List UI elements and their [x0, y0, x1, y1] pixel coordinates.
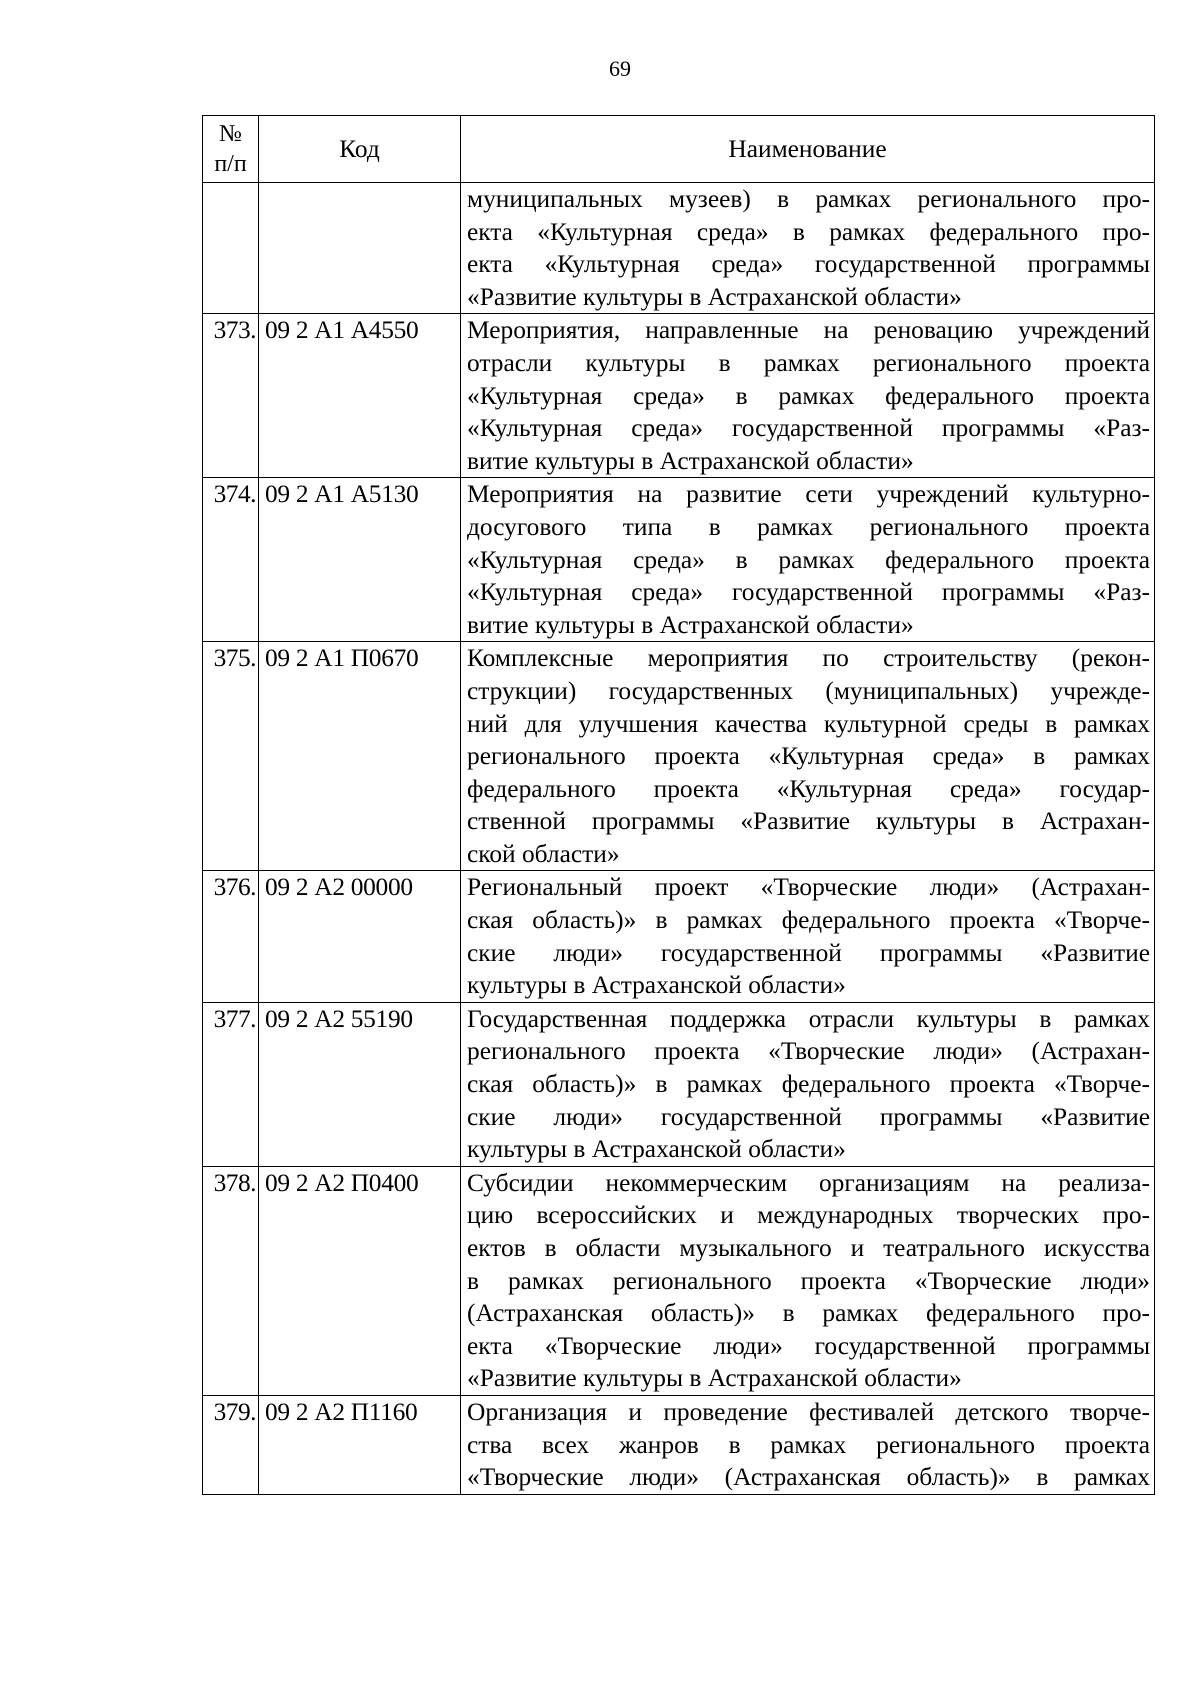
row-number: 377.	[203, 1002, 259, 1166]
row-code: 09 2 А1 А5130	[259, 478, 461, 642]
header-row-number	[203, 116, 259, 183]
name-text-line: «Развитие культуры в Астраханской области»	[467, 282, 962, 311]
name-text-line: ний для улучшения качества культурной среды в рамках	[467, 709, 1150, 738]
name-text-line: «Творческие люди» (Астраханская область)» в рамках	[467, 1463, 1150, 1492]
row-number: 373.	[203, 314, 259, 478]
name-text-line: Комплексные мероприятия по строительству (рекон-	[467, 644, 1150, 673]
name-text-line: культуры в Астраханской области»	[467, 971, 846, 1000]
table-row	[203, 1395, 1155, 1494]
table-row	[203, 642, 1155, 871]
name-text-line: (Астраханская область)» в рамках федерального про-	[467, 1299, 1150, 1328]
row-number	[203, 183, 259, 314]
name-text-line: Организация и проведение фестивалей детского творче-	[467, 1397, 1150, 1426]
name-text-line: «Культурная среда» государственной программы «Раз-	[467, 414, 1150, 443]
name-text-line: струкции) государственных (муниципальных) учрежде-	[467, 676, 1150, 705]
name-text-line: витие культуры в Астраханской области»	[467, 446, 914, 475]
table-row	[203, 1002, 1155, 1166]
name-text-line: культуры в Астраханской области»	[467, 1135, 846, 1164]
name-text-line: цию всероссийских и международных творческих про-	[467, 1201, 1150, 1230]
name-text-line: в рамках регионального проекта «Творческие люди»	[467, 1266, 1150, 1295]
row-code: 09 2 А1 А4550	[259, 314, 461, 478]
row-name	[461, 478, 1155, 642]
row-name	[461, 1002, 1155, 1166]
name-text-line: ские люди» государственной программы «Развитие	[467, 1102, 1150, 1131]
row-number: 375.	[203, 642, 259, 871]
name-text-line: регионального проекта «Творческие люди» (Астрахан-	[467, 1037, 1150, 1066]
row-code: 09 2 А2 55190	[259, 1002, 461, 1166]
table-row	[203, 478, 1155, 642]
name-text-line: ектов в области музыкального и театрального искусства	[467, 1234, 1150, 1262]
row-code: 09 2 А2 00000	[259, 871, 461, 1002]
header-name: Наименование	[461, 116, 1155, 183]
row-number: 378.	[203, 1166, 259, 1395]
header-code: Код	[259, 116, 461, 183]
table-header-row	[203, 116, 1155, 183]
name-text-line: екта «Творческие люди» государственной программы	[467, 1331, 1150, 1360]
row-code	[259, 183, 461, 314]
row-number: 376.	[203, 871, 259, 1002]
row-code: 09 2 А2 П0400	[259, 1166, 461, 1395]
name-text-line: ская область)» в рамках федерального проекта «Творче-	[467, 906, 1150, 935]
header-number-abbrev: п/п	[214, 151, 247, 177]
name-text-line: Региональный проект «Творческие люди» (Астрахан-	[467, 873, 1150, 902]
row-name	[461, 314, 1155, 478]
table-row	[203, 183, 1155, 314]
name-text-line: регионального проекта «Культурная среда» в рамках	[467, 742, 1150, 771]
name-text-line: отрасли культуры в рамках регионального проекта	[467, 348, 1150, 377]
name-text-line: досугового типа в рамках регионального проекта	[467, 512, 1150, 541]
table-body	[203, 183, 1155, 1495]
table-row	[203, 871, 1155, 1002]
name-text-line: екта «Культурная среда» государственной программы	[467, 250, 1150, 279]
page-number: 69	[609, 56, 631, 81]
row-name	[461, 1395, 1155, 1494]
row-code: 09 2 А2 П1160	[259, 1395, 461, 1494]
name-text-line: «Развитие культуры в Астраханской области»	[467, 1364, 962, 1393]
row-number: 374.	[203, 478, 259, 642]
name-text-line: «Культурная среда» в рамках федерального проекта	[467, 545, 1150, 574]
name-text-line: ские люди» государственной программы «Развитие	[467, 938, 1150, 967]
name-text-line: Мероприятия на развитие сети учреждений культурно-	[467, 480, 1150, 509]
name-text-line: «Культурная среда» государственной программы «Раз-	[467, 578, 1150, 607]
budget-classification-table	[202, 115, 1155, 1495]
row-name	[461, 871, 1155, 1002]
name-text-line: федерального проекта «Культурная среда» государ-	[467, 774, 1150, 803]
row-name	[461, 642, 1155, 871]
header-number-sign: №	[219, 121, 242, 147]
row-number: 379.	[203, 1395, 259, 1494]
row-code: 09 2 А1 П0670	[259, 642, 461, 871]
name-text-line: муниципальных музеев) в рамках регионального про-	[467, 185, 1150, 213]
row-name	[461, 1166, 1155, 1395]
row-name	[461, 183, 1155, 314]
name-text-line: Государственная поддержка отрасли культуры в рамках	[467, 1004, 1150, 1033]
table-row	[203, 314, 1155, 478]
name-text-line: «Культурная среда» в рамках федерального проекта	[467, 381, 1150, 410]
name-text-line: ской области»	[467, 839, 620, 868]
name-text-line: Субсидии некоммерческим организациям на реализа-	[467, 1168, 1150, 1197]
name-text-line: ственной программы «Развитие культуры в Астрахан-	[467, 807, 1150, 836]
name-text-line: витие культуры в Астраханской области»	[467, 610, 914, 639]
name-text-line: Мероприятия, направленные на реновацию учреждений	[467, 316, 1150, 345]
table-row	[203, 1166, 1155, 1395]
name-text-line: екта «Культурная среда» в рамках федерального про-	[467, 217, 1150, 246]
name-text-line: ства всех жанров в рамках регионального проекта	[467, 1430, 1150, 1459]
name-text-line: ская область)» в рамках федерального проекта «Творче-	[467, 1070, 1150, 1099]
